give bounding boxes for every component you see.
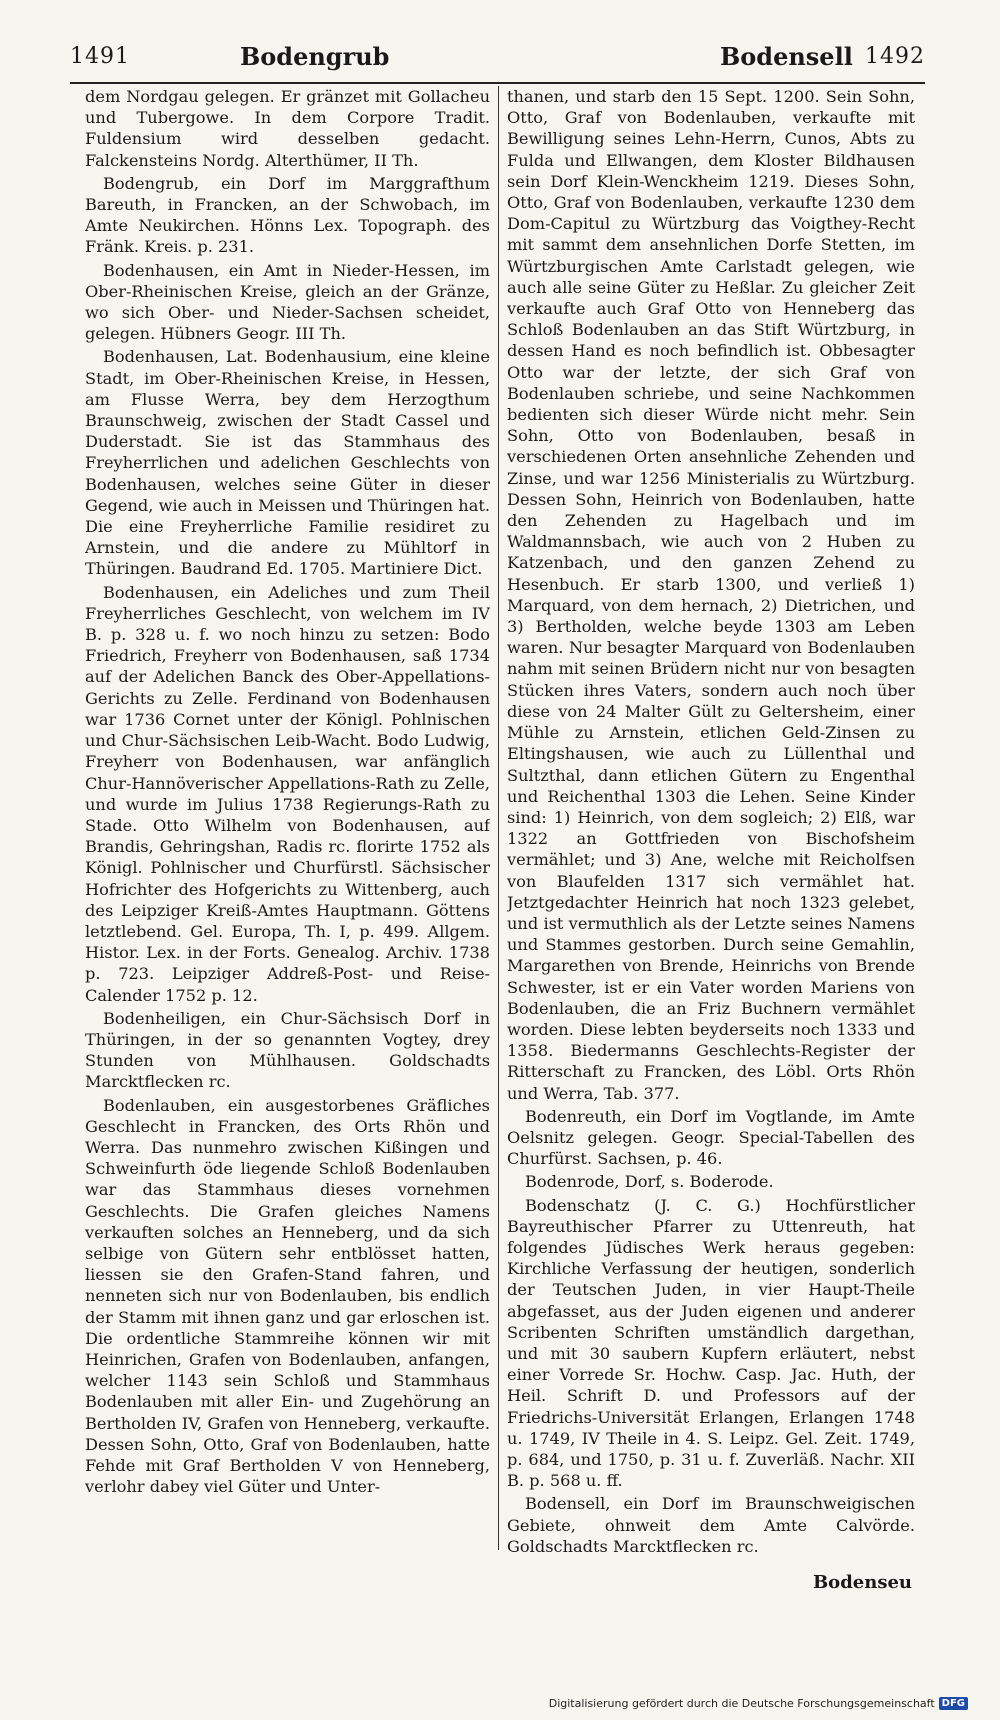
entry-paragraph: Bodenschatz (J. C. G.) Hochfürstlicher Bayreuthischer Pfarrer zu Uttenreuth, hat folgendes Jüdisches Werk heraus gegeben: Kirchliche Verfassung der heutigen, sonderlich der Teutschen Juden, in vier Haupt-Theile abgefasset, aus der Juden eigenen und anderer Scribenten Schriften umständlich dargethan, und mit 30 saubern Kupfern erläutert, nebst einer Vorrede Sr. Hochw. Casp. Jac. Huth, der Heil. Schrift D. und Professors auf der Friedrichs-Universität Erlangen, Erlangen 1748 u. 1749, IV Theile in 4. S. Leipz. Gel. Zeit. 1749, p. 684, und 1750, p. 31 u. f. Zuverläß. Nachr. XII B. p. 568 u. ff. <box>507 1195 915 1491</box>
entry-paragraph: Bodenhausen, Lat. Bodenhausium, eine kleine Stadt, im Ober-Rheinischen Kreise, in Hessen, am Flusse Werra, bey dem Herzogthum Braunschweig, zwischen der Stadt Cassel und Duderstadt. Sie ist das Stammhaus des Freyherrlichen und adelichen Geschlechts von Bodenhausen, welches seine Güter in dieser Gegend, wie auch in Meissen und Thüringen hat. Die eine Freyherrliche Familie residiret zu Arnstein, und die andere zu Mühltorf in Thüringen. Baudrand Ed. 1705. Martiniere Dict. <box>85 347 490 579</box>
right-column <box>507 86 915 1630</box>
catchword: Bodenseu <box>812 1572 912 1593</box>
footer-text: Digitalisierung gefördert durch die Deutsche Forschungsgemeinschaft <box>548 1697 935 1710</box>
right-keyword: Bodensell <box>720 42 853 71</box>
entry-paragraph: Bodenheiligen, ein Chur-Sächsisch Dorf in Thüringen, in der so genannten Vogtey, drey Stunden von Mühlhausen. Goldschadts Marcktflecken rc. <box>85 1008 490 1092</box>
left-keyword: Bodengrub <box>240 42 390 71</box>
entry-paragraph: Bodenhausen, ein Adeliches und zum Theil Freyherrliches Geschlecht, von welchem im IV B. p. 328 u. f. wo noch hinzu zu setzen: Bodo Friedrich, Freyherr von Bodenhausen, saß 1734 auf der Adelichen Banck des Ober-Appellations-Gerichts zu Zelle. Ferdinand von Bodenhausen war 1736 Cornet unter der Königl. Pohlnischen und Chur-Sächsischen Leib-Wacht. Bodo Ludwig, Freyherr von Bodenhausen, war anfänglich Chur-Hannöverischer Appellations-Rath zu Zelle, und wurde im Julius 1738 Regierungs-Rath zu Stade. Otto Wilhelm von Bodenhausen, auf Brandis, Gehringshan, Radis rc. florirte 1752 als Königl. Pohlnischer und Churfürstl. Sächsischer Hofrichter des Hofgerichts zu Wittenberg, auch des Leipziger Kreiß-Amtes Hauptmann. Göttens letztlebend. Gel. Europa, Th. I, p. 499. Allgem. Histor. Lex. in der Forts. Genealog. Archiv. 1738 p. 723. Leipziger Addreß-Post- und Reise-Calender 1752 p. 12. <box>85 582 490 1005</box>
right-page-number: 1492 <box>865 44 925 69</box>
left-column <box>85 86 490 1630</box>
entry-paragraph: thanen, und starb den 15 Sept. 1200. Sein Sohn, Otto, Graf von Bodenlauben, verkaufte mit Bewilligung seines Lehn-Herrn, Cunos, Abts zu Fulda und Ellwangen, dem Kloster Bildhausen sein Dorf Klein-Wenckheim 1219. Dieses Sohn, Otto, Graf von Bodenlauben, verkaufte 1230 dem Dom-Capitul zu Würtzburg das Voigthey-Recht mit sammt dem ansehnlichen Dorfe Stetten, im Würtzburgischen Amte Carlstadt gelegen, wie auch alle seine Güter zu Heßlar. Zu gleicher Zeit verkaufte auch Graf Otto von Henneberg das Schloß Bodenlauben an das Stift Würtzburg, in dessen Hand es noch befindlich ist. Obbesagter Otto war der letzte, der sich Graf von Bodenlauben schriebe, und seine Nachkommen bedienten sich dieser Würde nicht mehr. Sein Sohn, Otto von Bodenlauben, besaß in verschiedenen Orten ansehnliche Zehenden und Zinse, und war 1256 Ministerialis zu Würtzburg. Dessen Sohn, Heinrich von Bodenlauben, hatte den Zehenden zu Hagelbach und im Waldmannsbach, wie auch von 2 Huben zu Katzenbach, und den ganzen Zehend zu Hesenbuch. Er starb 1300, und verließ 1) Marquard, von dem hernach, 2) Dietrichen, und 3) Bertholden, welche beyde 1303 am Leben waren. Nur besagter Marquard von Bodenlauben nahm mit seinen Brüdern nicht nur von besagten Stücken ihres Vaters, sondern auch noch über diese von 24 Malter Gült zu Geltersheim, einer Mühle zu Arnstein, etlichen Geld-Zinsen zu Eltingshausen, wie auch zu Lüllenthal und Sultzthal, dann etlichen Gütern zu Engenthal und Reichenthal 1303 die Lehen. Seine Kinder sind: 1) Heinrich, von dem sogleich; 2) Elß, war 1322 an Gottfrieden von Bischofsheim vermählet; und 3) Ane, welche mit Reicholfsen von Blaufelden 1317 sich vermählet hat. Jetztgedachter Heinrich hat noch 1323 gelebet, und ist vermuthlich als der Letzte seines Namens und Stammes gestorben. Durch seine Gemahlin, Margarethen von Brende, Heinrichs von Brende Schwester, ist er ein Vater worden Mariens von Bodenlauben, die an Friz Buchnern vermählet worden. Diese lebten beyderseits noch 1333 und 1358. Biedermanns Geschlechts-Register der Ritterschaft zu Francken, des Löbl. Orts Rhön und Werra, Tab. 377. <box>507 87 915 1103</box>
entry-paragraph: Bodenhausen, ein Amt in Nieder-Hessen, im Ober-Rheinischen Kreise, gleich an der Gränze, wo sich Ober- und Nieder-Sachsen scheidet, gelegen. Hübners Geogr. III Th. <box>85 260 490 344</box>
entry-paragraph: Bodenrode, Dorf, s. Boderode. <box>525 1172 774 1192</box>
entry-paragraph: Bodenlauben, ein ausgestorbenes Gräfliches Geschlecht in Francken, des Orts Rhön und Werra. Das nunmehro zwischen Kißingen und Schweinfurth öde liegende Schloß Bodenlauben war das Stammhaus dieses vornehmen Geschlechts. Die Grafen gleiches Namens verkauften solches an Henneberg, und da sich selbige von Gütern sehr entblösset hatten, liessen sie den Grafen-Stand fahren, und nenneten sich nur von Bodenlauben, bis endlich der Stamm mit ihnen ganz und gar erloschen ist. Die ordentliche Stammreihe können wir mit Heinrichen, Grafen von Bodenlauben, anfangen, welcher 1143 sein Schloß und Stammhaus Bodenlauben mit aller Ein- und Zugehörung an Bertholden IV, Grafen von Henneberg, verkaufte. Dessen Sohn, Otto, Graf von Bodenlauben, hatte Fehde mit Graf Bertholden V von Henneberg, verlohr dabey viel Güter und Unter- <box>85 1095 490 1497</box>
page-header <box>70 42 925 84</box>
entry-paragraph: Bodengrub, ein Dorf im Marggrafthum Bareuth, in Francken, an der Schwobach, im Amte Neukirchen. Hönns Lex. Topograph. des Fränk. Kreis. p. 231. <box>85 173 490 257</box>
column-divider <box>498 86 499 1550</box>
entry-paragraph: Bodenreuth, ein Dorf im Vogtlande, im Amte Oelsnitz gelegen. Geogr. Special-Tabellen des Churfürst. Sachsen, p. 46. <box>507 1106 915 1169</box>
digitization-footer <box>549 1697 968 1710</box>
entry-paragraph: dem Nordgau gelegen. Er gränzet mit Gollacheu und Tubergowe. In dem Corpore Tradit. Fuldensium wird desselben gedacht. Falckensteins Nordg. Alterthümer, II Th. <box>85 87 490 170</box>
left-page-number: 1491 <box>70 44 130 69</box>
dfg-logo: DFG <box>939 1697 968 1710</box>
entry-paragraph: Bodensell, ein Dorf im Braunschweigischen Gebiete, ohnweit dem Amte Calvörde. Goldschadts Marcktflecken rc. <box>507 1494 915 1556</box>
